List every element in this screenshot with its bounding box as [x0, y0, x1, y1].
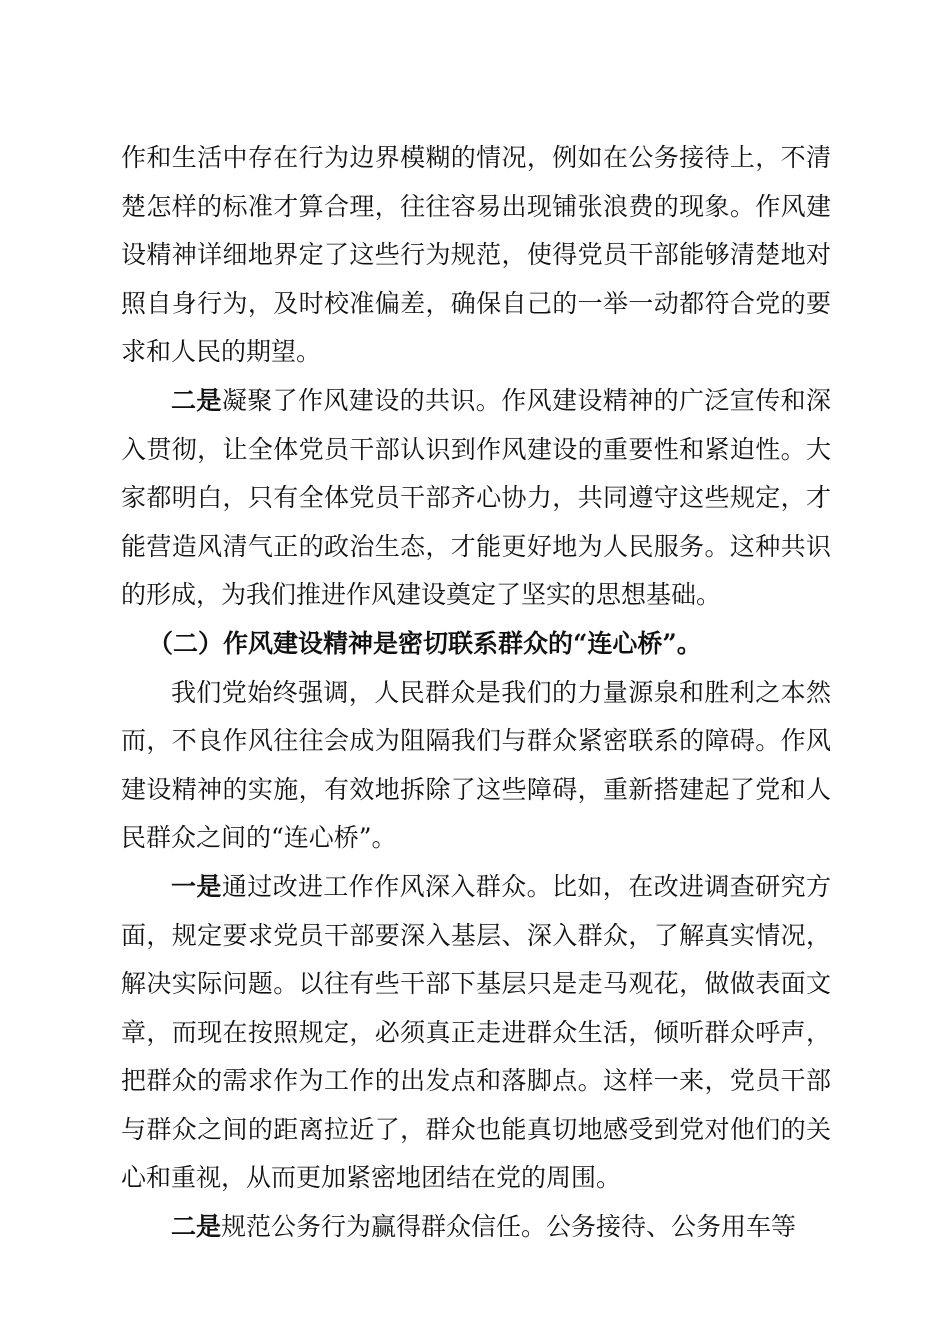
paragraph-continuation: 作和生活中存在行为边界模糊的情况，例如在公务接待上，不清楚怎样的标准才算合理，往往容易出现铺张浪费的现象。作风建设精神详细地界定了这些行为规范，使得党员干部能够清楚地对照自身行为，及时校准偏差，确保自己的一举一动都符合党的要求和人民的期望。	[121, 143, 831, 367]
paragraph-point-one	[121, 863, 831, 1203]
paragraph-text: 规范公务行为赢得群众信任。公务接待、公务用车等	[221, 1212, 797, 1242]
paragraph-lead-label: 二是	[171, 385, 222, 415]
paragraph-point-two	[121, 377, 831, 620]
paragraph-body: 我们党始终强调，人民群众是我们的力量源泉和胜利之本然而，不良作风往往会成为阻隔我们与群众紧密联系的障碍。作风建设精神的实施，有效地拆除了这些障碍，重新搭建起了党和人民群众之间的“连心桥”。	[121, 677, 831, 853]
paragraph-point-two-b	[121, 1203, 831, 1252]
paragraph-lead-label: 二是	[171, 1212, 222, 1242]
paragraph-text: 凝聚了作风建设的共识。作风建设精神的广泛宣传和深入贯彻，让全体党员干部认识到作风建设的重要性和紧迫性。大家都明白，只有全体党员干部齐心协力，共同遵守这些规定，才能营造风清气正的政治生态，才能更好地为人民服务。这种共识的形成，为我们推进作风建设奠定了坚实的思想基础。	[121, 385, 831, 610]
paragraph-text: 通过改进工作作风深入群众。比如，在改进调查研究方面，规定要求党员干部要深入基层、深入群众，了解真实情况，解决实际问题。以往有些干部下基层只是走马观花，做做表面文章，而现在按照规定，必须真正走进群众生活，倾听群众呼声，把群众的需求作为工作的出发点和落脚点。这样一来，党员干部与群众之间的距离拉近了，群众也能真切地感受到党对他们的关心和重视，从而更加紧密地团结在党的周围。	[121, 871, 831, 1193]
document-body	[121, 134, 831, 1252]
section-heading: （二）作风建设精神是密切联系群众的“连心桥”。	[148, 628, 702, 658]
paragraph-lead-label: 一是	[171, 871, 222, 901]
